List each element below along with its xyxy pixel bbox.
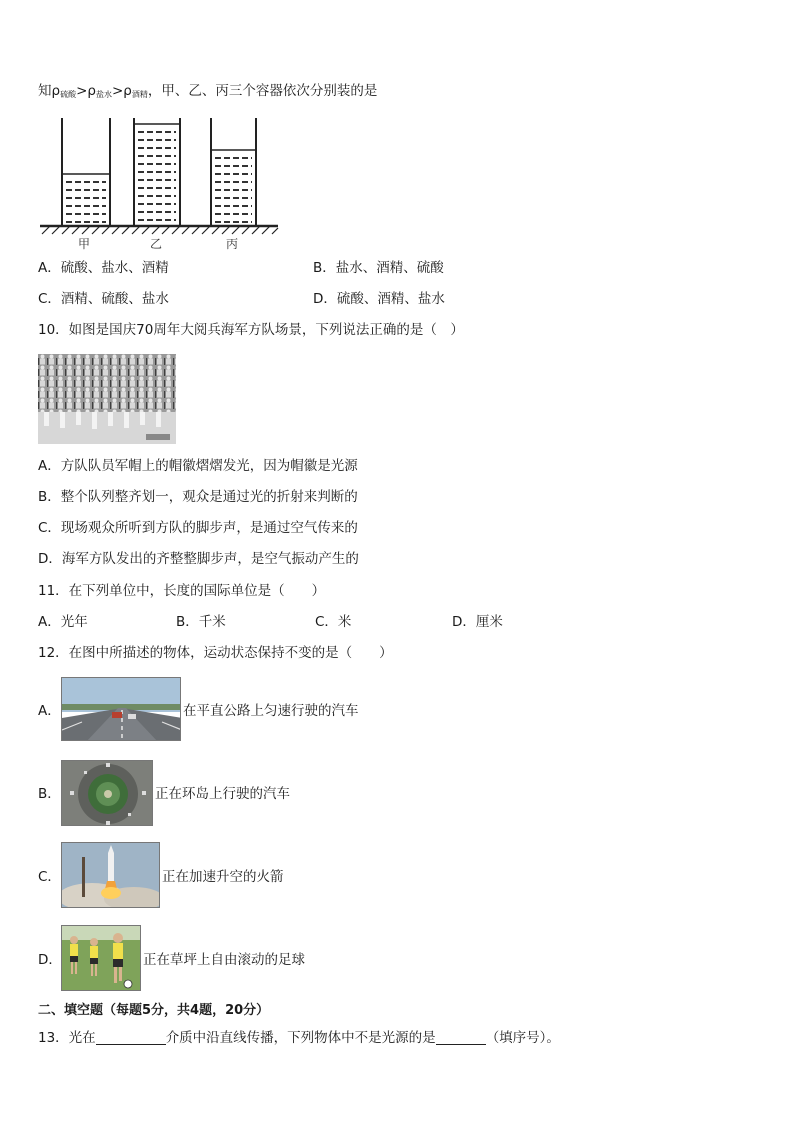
q12-option-d-letter[interactable]: D． — [38, 952, 62, 968]
q10-option-d[interactable]: D．海军方队发出的齐整整脚步声，是空气振动产生的 — [38, 551, 359, 567]
q10-stem: 10．如图是国庆70周年大阅兵海军方队场景，下列说法正确的是（ ） — [38, 322, 464, 338]
q9-option-a[interactable]: A．硫酸、盐水、酒精 — [38, 260, 169, 276]
navy-parade-photo — [38, 354, 176, 444]
q9-option-c[interactable]: C．酒精、硫酸、盐水 — [38, 291, 169, 307]
q11-option-c[interactable]: C．米 — [315, 614, 352, 630]
q9-containers-figure — [38, 112, 283, 252]
q13-stem: 13．光在 介质中沿直线传播，下列物体中不是光源的是 （填序号）。 — [38, 1030, 560, 1046]
section-two-title: 二、填空题（每题5分，共4题，20分） — [38, 1003, 270, 1018]
q12-stem: 12．在图中所描述的物体，运动状态保持不变的是（ ） — [38, 645, 393, 661]
q10-option-c[interactable]: C．现场观众所听到方队的脚步声，是通过空气传来的 — [38, 520, 358, 536]
q12-option-b-letter[interactable]: B． — [38, 786, 61, 802]
highway-car-photo — [61, 677, 181, 741]
q13-blank-1[interactable] — [96, 1031, 166, 1045]
q12-option-a-text[interactable]: 在平直公路上匀速行驶的汽车 — [183, 703, 359, 719]
container-label-jia: 甲 — [78, 237, 91, 251]
q12-option-d-text[interactable]: 正在草坪上自由滚动的足球 — [143, 952, 305, 968]
q9-option-d[interactable]: D．硫酸、酒精、盐水 — [313, 291, 445, 307]
rocket-launch-photo — [61, 842, 160, 908]
q11-option-d[interactable]: D．厘米 — [452, 614, 503, 630]
q12-option-c-letter[interactable]: C． — [38, 869, 61, 885]
q10-option-a[interactable]: A．方队队员军帽上的帽徽熠熠发光，因为帽徽是光源 — [38, 458, 358, 474]
q12-option-a-letter[interactable]: A． — [38, 703, 61, 719]
q12-option-b-text[interactable]: 正在环岛上行驶的汽车 — [155, 786, 290, 802]
q11-option-b[interactable]: B．千米 — [176, 614, 226, 630]
q13-blank-2[interactable] — [436, 1031, 486, 1045]
container-label-yi: 乙 — [150, 237, 163, 251]
roundabout-photo — [61, 760, 153, 826]
q9-option-b[interactable]: B．盐水、酒精、硫酸 — [313, 260, 444, 276]
q12-option-c-text[interactable]: 正在加速升空的火箭 — [162, 869, 284, 885]
soccer-players-photo — [61, 925, 141, 991]
q9-stem: 知$\rho_{硫酸}>\rho_{盐水}>\rho_{酒精}$，甲、乙、丙三个容器依次分别装的是 — [38, 83, 378, 99]
q10-option-b[interactable]: B．整个队列整齐划一，观众是通过光的折射来判断的 — [38, 489, 358, 505]
container-label-bing: 丙 — [226, 237, 239, 251]
q11-stem: 11．在下列单位中，长度的国际单位是（ ） — [38, 583, 326, 599]
q11-option-a[interactable]: A．光年 — [38, 614, 88, 630]
